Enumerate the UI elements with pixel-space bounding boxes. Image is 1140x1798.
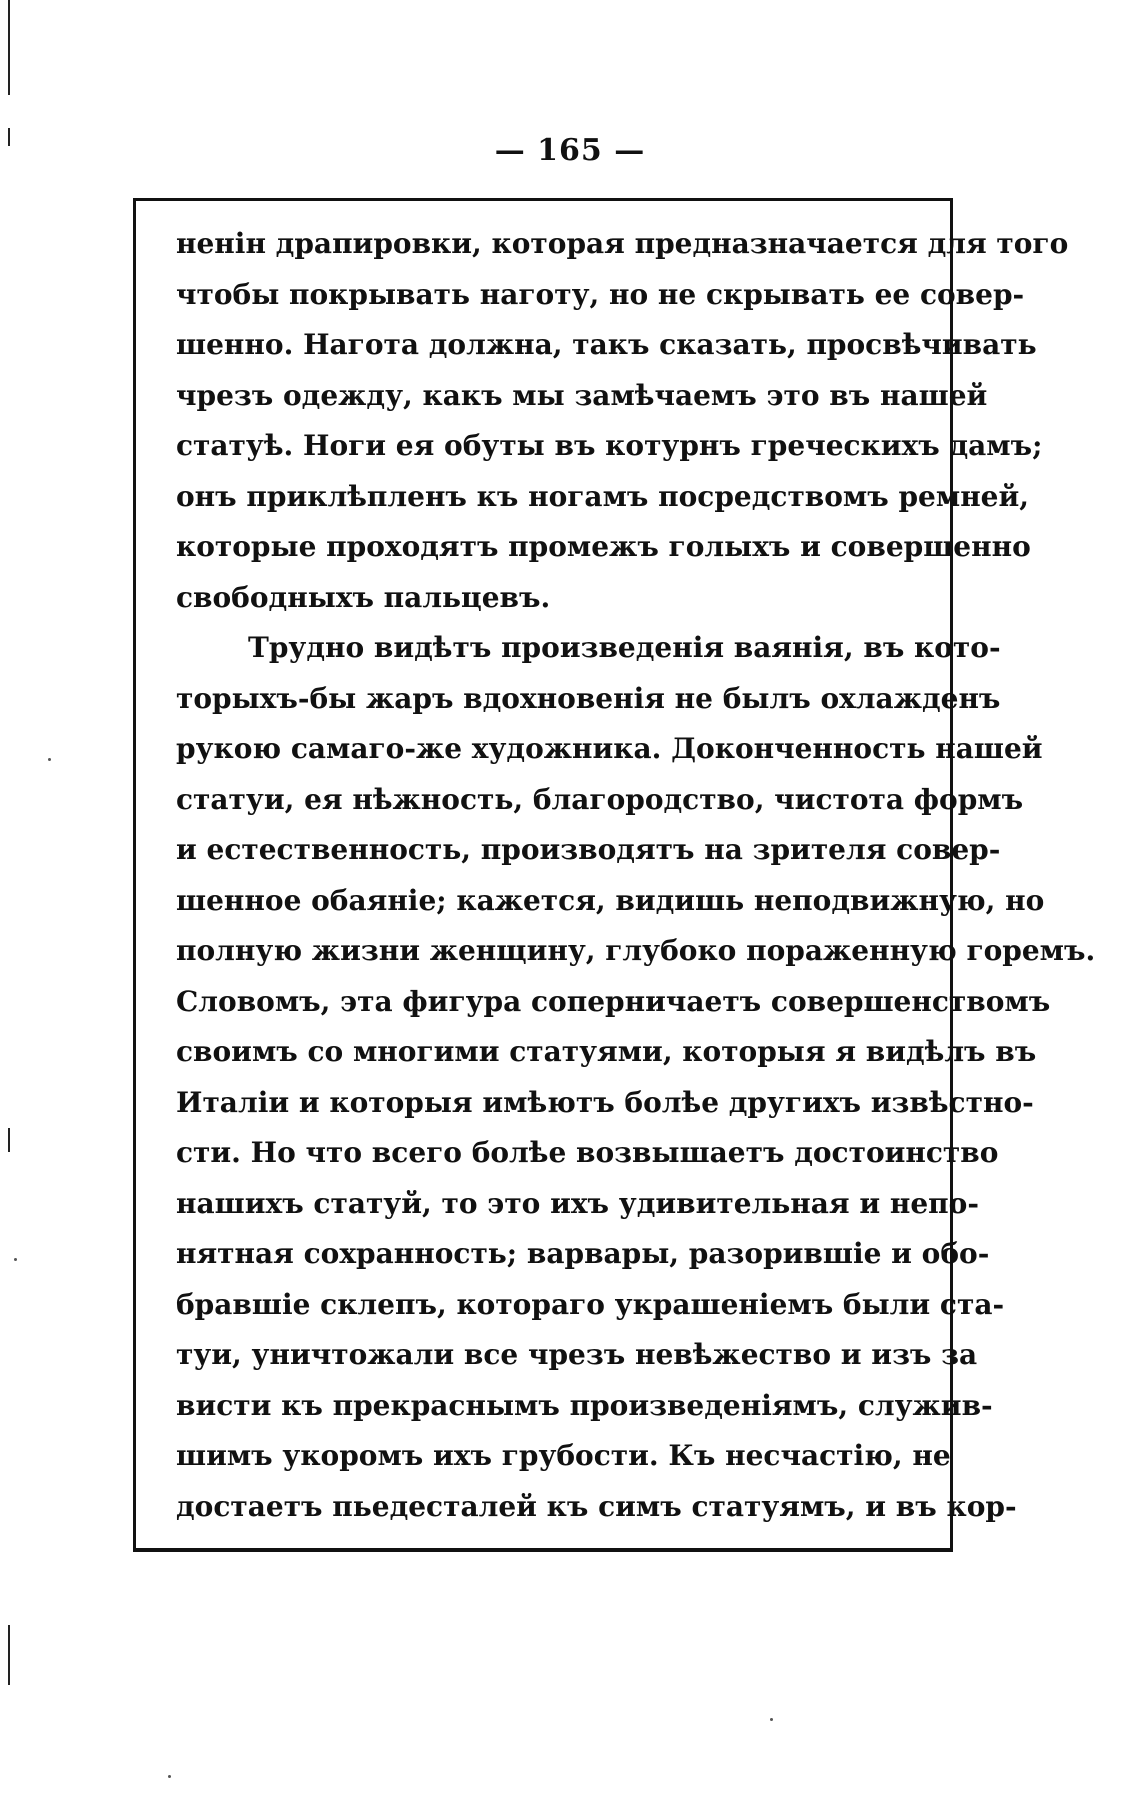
text-line: статуи, ея нѣжность, благородство, чистота формъ	[176, 782, 1024, 816]
left-margin-mark	[8, 1625, 10, 1685]
scan-speck	[14, 1258, 17, 1261]
text-frame	[133, 198, 1096, 1552]
scan-speck	[48, 758, 51, 761]
text-line: бравшіе склепъ, котораго украшеніемъ были ста-	[176, 1287, 1005, 1321]
text-line: статуѣ. Ноги ея обуты въ котурнъ греческихъ дамъ;	[176, 429, 1043, 462]
text-line: и естественность, производятъ на зрителя совер-	[176, 833, 1001, 866]
text-line: чрезъ одежду, какъ мы замѣчаемъ это въ нашей	[176, 378, 988, 412]
left-margin-rule-top	[8, 0, 10, 95]
text-line: шимъ укоромъ ихъ грубости. Къ несчастію, не	[176, 1439, 951, 1472]
paragraph-end-line: свободныхъ пальцевъ.	[176, 580, 551, 614]
text-line: онъ приклѣпленъ къ ногамъ посредствомъ ремней,	[176, 479, 1030, 513]
text-line: полную жизни женщину, глубоко пораженную горемъ.	[176, 934, 1096, 967]
text-line: сти. Но что всего болѣе возвышаетъ достоинство	[176, 1136, 999, 1169]
text-line: шенно. Нагота должна, такъ сказать, просвѣчивать	[176, 328, 1037, 361]
paragraph-first-line: Трудно видѣтъ произведенія ваянія, въ кото-	[248, 631, 1001, 664]
text-line: которые проходятъ промежъ голыхъ и совершенно	[176, 530, 1031, 563]
text-line: ненін драпировки, которая предназначается для того	[176, 227, 1069, 260]
text-line: нашихъ статуй, то это ихъ удивительная и непо-	[176, 1186, 979, 1220]
scan-speck	[770, 1718, 773, 1721]
text-line: достаетъ пьедесталей къ симъ статуямъ, и въ кор-	[176, 1489, 1017, 1523]
page-number: — 165 —	[494, 133, 646, 168]
text-body	[176, 219, 1096, 1532]
text-line: своимъ со многими статуями, которыя я видѣлъ въ	[176, 1035, 1037, 1068]
text-line: рукою самаго-же художника. Доконченность нашей	[176, 732, 1043, 765]
text-line: Италіи и которыя имѣютъ болѣе другихъ извѣстно-	[176, 1085, 1034, 1119]
text-line: чтобы покрывать наготу, но не скрывать ее совер-	[176, 277, 1025, 311]
left-margin-mark	[8, 1128, 10, 1152]
text-line: висти къ прекраснымъ произведеніямъ, служив-	[176, 1388, 993, 1422]
text-line: шенное обаяніе; кажется, видишь неподвижную, но	[176, 883, 1045, 917]
text-line: Словомъ, эта фигура соперничаетъ совершенствомъ	[176, 984, 1051, 1018]
text-line: нятная сохранность; варвары, разорившіе и обо-	[176, 1237, 990, 1270]
scan-speck	[168, 1775, 171, 1778]
text-line: туи, уничтожали все чрезъ невѣжество и изъ за	[176, 1338, 978, 1371]
text-line: торыхъ-бы жаръ вдохновенія не былъ охлажденъ	[176, 681, 1001, 715]
